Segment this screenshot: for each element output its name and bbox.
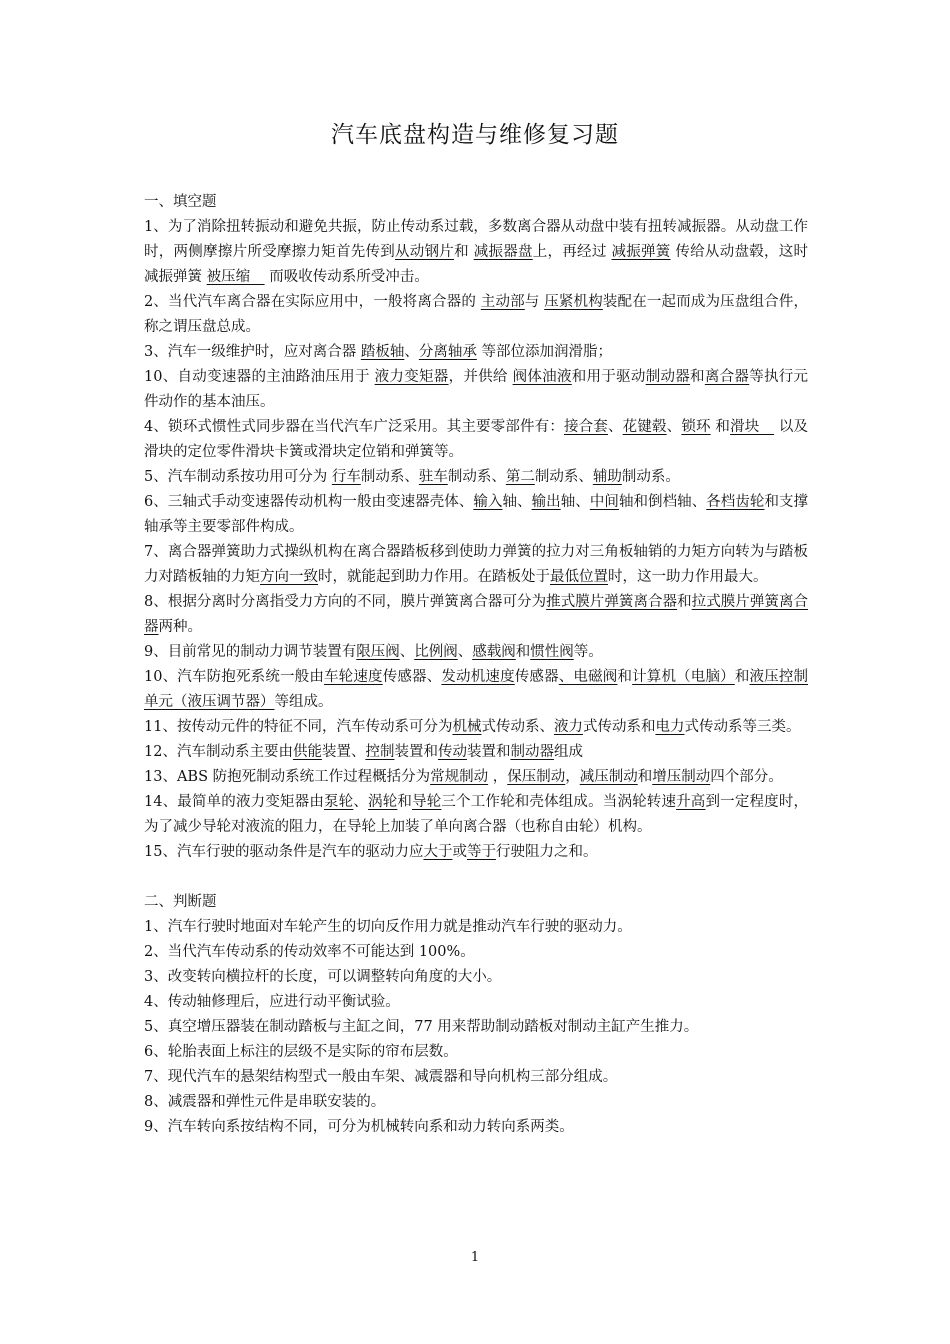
answer-blank: 等于 xyxy=(466,844,496,860)
answer-blank: 方向一致 xyxy=(260,569,318,585)
fill-in-question-list xyxy=(144,215,808,865)
question-text: 11、按传动元件的特征不同，汽车传动系可分为 xyxy=(144,719,453,735)
question-text: 、 xyxy=(607,419,623,435)
answer-blank: 锁环 xyxy=(681,419,711,435)
answer-blank: 从动钢片 xyxy=(395,244,455,260)
fill-in-question xyxy=(144,840,808,865)
question-text: 12、汽车制动系主要由 xyxy=(144,744,293,760)
question-text: 式传动系和 xyxy=(582,719,656,735)
answer-blank: 接合套 xyxy=(563,419,608,435)
answer-blank: 第二 xyxy=(505,469,535,485)
question-text: 和用于驱动 xyxy=(571,369,646,385)
question-text: 等。 xyxy=(573,644,603,660)
question-text: 或 xyxy=(452,844,467,860)
answer-blank: 中间 xyxy=(589,494,619,510)
question-text: 上，再经过 xyxy=(532,244,612,260)
answer-blank: 液力变矩器 xyxy=(374,369,449,385)
question-text: 和 xyxy=(734,669,750,685)
question-text: 制动系、 xyxy=(534,469,593,485)
answer-blank: 传动 xyxy=(437,744,467,760)
answer-blank: 液压控制单元（液压调节器） xyxy=(144,669,809,710)
answer-blank: 主动部 xyxy=(480,294,525,310)
question-text: 5、汽车制动系按功用可分为 xyxy=(144,469,332,485)
fill-in-question xyxy=(144,590,808,640)
question-text: 传感器 xyxy=(514,669,559,685)
section-heading-true-false: 二、判断题 xyxy=(144,894,217,910)
question-text: 和 xyxy=(710,419,731,435)
answer-blank: 液力 xyxy=(553,719,583,735)
question-text: 而吸收传动系所受冲击。 xyxy=(264,269,429,285)
question-text: 和支撑轴承等主要零部件构成。 xyxy=(144,494,809,535)
question-text: 两种。 xyxy=(158,619,202,635)
question-text: 2、当代汽车离合器在实际应用中，一般将离合器的 xyxy=(144,294,481,310)
fill-in-question xyxy=(144,215,808,290)
question-text: 传感器、 xyxy=(382,669,442,685)
question-text: 和 xyxy=(677,594,692,610)
section-gap xyxy=(144,865,808,890)
question-text: 4、锁环式惯性式同步器在当代汽车广泛采用。其主要零部件有： xyxy=(144,419,564,435)
answer-blank: 最低位置 xyxy=(550,569,608,585)
section-heading-fill-in: 一、填空题 xyxy=(144,194,217,210)
question-text: 制动系、 xyxy=(447,469,506,485)
answer-blank: 涡轮 xyxy=(368,794,398,810)
answer-blank: 常规制动 xyxy=(430,769,489,785)
question-text: 6、三轴式手动变速器传动机构一般由变速器壳体、 xyxy=(144,494,474,510)
answer-blank: 惯性阀 xyxy=(530,644,574,660)
answer-blank: 比例阀 xyxy=(414,644,458,660)
answer-blank: 保压制动 xyxy=(507,769,566,785)
question-text: ， xyxy=(488,769,508,785)
question-text: 和 xyxy=(617,669,633,685)
question-text: 14、最简单的液力变矩器由 xyxy=(144,794,325,810)
answer-blank: 发动机速度 xyxy=(441,669,515,685)
fill-in-question xyxy=(144,340,808,365)
answer-blank: 花键毂 xyxy=(622,419,667,435)
question-text: 轴、 xyxy=(502,494,532,510)
true-false-question: 1、汽车行驶时地面对车轮产生的切向反作用力就是推动汽车行驶的驱动力。 xyxy=(144,919,632,935)
document-body xyxy=(144,190,808,1140)
fill-in-question xyxy=(144,790,808,840)
fill-in-question xyxy=(144,465,808,490)
question-text: 式传动系、 xyxy=(481,719,554,735)
answer-blank: 升高 xyxy=(676,794,706,810)
question-text: 装置、 xyxy=(321,744,366,760)
question-text: 时，就能起到助力作用。在踏板处于 xyxy=(318,569,550,585)
answer-blank: 制动器 xyxy=(645,369,691,385)
answer-blank: 制动器 xyxy=(510,744,554,760)
answer-blank: 行车 xyxy=(331,469,361,485)
answer-blank: 踏板轴 xyxy=(360,344,405,360)
fill-in-question xyxy=(144,715,808,740)
answer-blank: 输入 xyxy=(473,494,503,510)
question-text: 以及滑块的定位零件滑块卡簧或滑块定位销和弹簧等。 xyxy=(144,419,809,460)
question-text: 3、汽车一级维护时，应对离合器 xyxy=(144,344,361,360)
answer-blank: 大于 xyxy=(423,844,453,860)
answer-blank: 减振弹簧 xyxy=(611,244,671,260)
true-false-question-list xyxy=(144,915,808,1140)
question-text: 1、为了消除扭转振动和避免共振，防止传动系过载，多数离合器从动盘中装有扭转减振器。从动盘工作时，两侧摩擦片所受摩擦力矩首先传到 xyxy=(144,219,808,260)
question-text: ，并供给 xyxy=(448,369,513,385)
question-text: 、 xyxy=(457,644,473,660)
question-text: 行驶阻力之和。 xyxy=(495,844,598,860)
question-text: 与 xyxy=(524,294,545,310)
question-text: 组成 xyxy=(553,744,583,760)
question-text: 10、自动变速器的主油路油压用于 xyxy=(144,369,375,385)
question-text: 和 xyxy=(515,644,531,660)
question-text: 传给从动盘毂，这时减振弹簧 xyxy=(144,244,809,285)
question-text: 15、汽车行驶的驱动条件是汽车的驱动力应 xyxy=(144,844,424,860)
question-text: 制动系。 xyxy=(621,469,680,485)
question-text: 轴和倒档轴、 xyxy=(618,494,707,510)
true-false-question: 3、改变转向横拉杆的长度，可以调整转向角度的大小。 xyxy=(144,969,502,985)
fill-in-question xyxy=(144,640,808,665)
question-text: 和 xyxy=(454,244,474,260)
question-text: 装置和 xyxy=(394,744,438,760)
answer-blank: 泵轮 xyxy=(324,794,354,810)
question-text: 8、根据分离时分离指受力方向的不同，膜片弹簧离合器可分为 xyxy=(144,594,547,610)
answer-blank: 减压制动 xyxy=(579,769,638,785)
question-text: 装置和 xyxy=(466,744,511,760)
question-text: 等部位添加润滑脂； xyxy=(476,344,612,360)
fill-in-question xyxy=(144,365,808,415)
question-text: 式传动系等三类。 xyxy=(684,719,801,735)
true-false-question: 6、轮胎表面上标注的层级不是实际的帘布层数。 xyxy=(144,1044,458,1060)
answer-blank: 被压缩 xyxy=(206,269,265,285)
question-text: 三个工作轮和壳体组成。当涡轮转速 xyxy=(441,794,677,810)
answer-blank: 车轮速度 xyxy=(324,669,383,685)
question-text: 10、汽车防抱死系统一般由 xyxy=(144,669,325,685)
fill-in-question xyxy=(144,415,808,465)
answer-blank: 感载阀 xyxy=(472,644,516,660)
question-text: 制动系、 xyxy=(360,469,419,485)
question-text: ， xyxy=(565,769,580,785)
question-text: 、 xyxy=(353,794,369,810)
true-false-question: 8、减震器和弹性元件是串联安装的。 xyxy=(144,1094,386,1110)
answer-blank: 限压阀 xyxy=(356,644,400,660)
answer-blank: 辅助 xyxy=(592,469,622,485)
fill-in-question xyxy=(144,665,808,715)
true-false-question: 9、汽车转向系按结构不同，可分为机械转向系和动力转向系两类。 xyxy=(144,1119,574,1135)
fill-in-question xyxy=(144,765,808,790)
answer-blank: 压紧机构 xyxy=(544,294,603,310)
question-text: 、 xyxy=(399,644,415,660)
true-false-question: 7、现代汽车的悬架结构型式一般由车架、减震器和导向机构三部分组成。 xyxy=(144,1069,618,1085)
answer-blank: 导轮 xyxy=(412,794,442,810)
answer-blank: 增压制动 xyxy=(652,769,711,785)
question-text: 和 xyxy=(690,369,705,385)
question-text: 时，这一助力作用最大。 xyxy=(608,569,768,585)
true-false-question: 5、真空增压器装在制动踏板与主缸之间，77 用来帮助制动踏板对制动主缸产生推力。 xyxy=(144,1019,699,1035)
answer-blank: 各档齿轮 xyxy=(706,494,765,510)
answer-blank: 减振器盘 xyxy=(473,244,533,260)
question-text: 7、离合器弹簧助力式操纵机构在离合器踏板移到使助力弹簧的拉力对三角板轴销的力矩方向转为与踏板力对踏板轴的力矩 xyxy=(144,544,808,585)
question-text: 四个部分。 xyxy=(710,769,783,785)
question-text: 和 xyxy=(637,769,653,785)
answer-blank: 机械 xyxy=(452,719,482,735)
answer-blank: 拉式膜片弹簧离合器 xyxy=(144,594,809,635)
question-text: 和 xyxy=(397,794,413,810)
answer-blank: 滑块 xyxy=(730,419,775,435)
answer-blank: 分离轴承 xyxy=(418,344,477,360)
fill-in-question xyxy=(144,740,808,765)
true-false-question: 4、传动轴修理后，应进行动平衡试验。 xyxy=(144,994,400,1010)
question-text: 到一定程度时，为了减少导轮对液流的阻力，在导轮上加装了单向离合器（也称自由轮）机构。 xyxy=(144,794,809,835)
answer-blank: 计算机（电脑） xyxy=(632,669,735,685)
answer-blank: 推式膜片弹簧离合器 xyxy=(546,594,678,610)
question-text: 等组成。 xyxy=(274,694,333,710)
page-number: 1 xyxy=(470,1250,480,1265)
question-text: 、 xyxy=(666,419,682,435)
answer-blank: 阀体油液 xyxy=(512,369,572,385)
question-text: 13、ABS 防抱死制动系统工作过程概括分为 xyxy=(144,769,431,785)
fill-in-question xyxy=(144,540,808,590)
fill-in-question xyxy=(144,490,808,540)
question-text: 装配在一起而成为压盘组合件，称之谓压盘总成。 xyxy=(144,294,809,335)
fill-in-question xyxy=(144,290,808,340)
question-text: 、 xyxy=(404,344,419,360)
answer-blank: 输出 xyxy=(531,494,561,510)
question-text: 轴、 xyxy=(560,494,590,510)
true-false-question: 2、当代汽车传动系的传动效率不可能达到 100%。 xyxy=(144,944,475,960)
answer-blank: 控制 xyxy=(365,744,395,760)
answer-blank: 供能 xyxy=(292,744,322,760)
answer-blank: 、电磁阀 xyxy=(558,669,618,685)
question-text: 等执行元件动作的基本油压。 xyxy=(144,369,809,410)
page-title: 汽车底盘构造与维修复习题 xyxy=(331,122,619,148)
answer-blank: 电力 xyxy=(655,719,685,735)
answer-blank: 离合器 xyxy=(704,369,750,385)
question-text: 9、目前常见的制动力调节装置有 xyxy=(144,644,357,660)
answer-blank: 驻车 xyxy=(418,469,448,485)
